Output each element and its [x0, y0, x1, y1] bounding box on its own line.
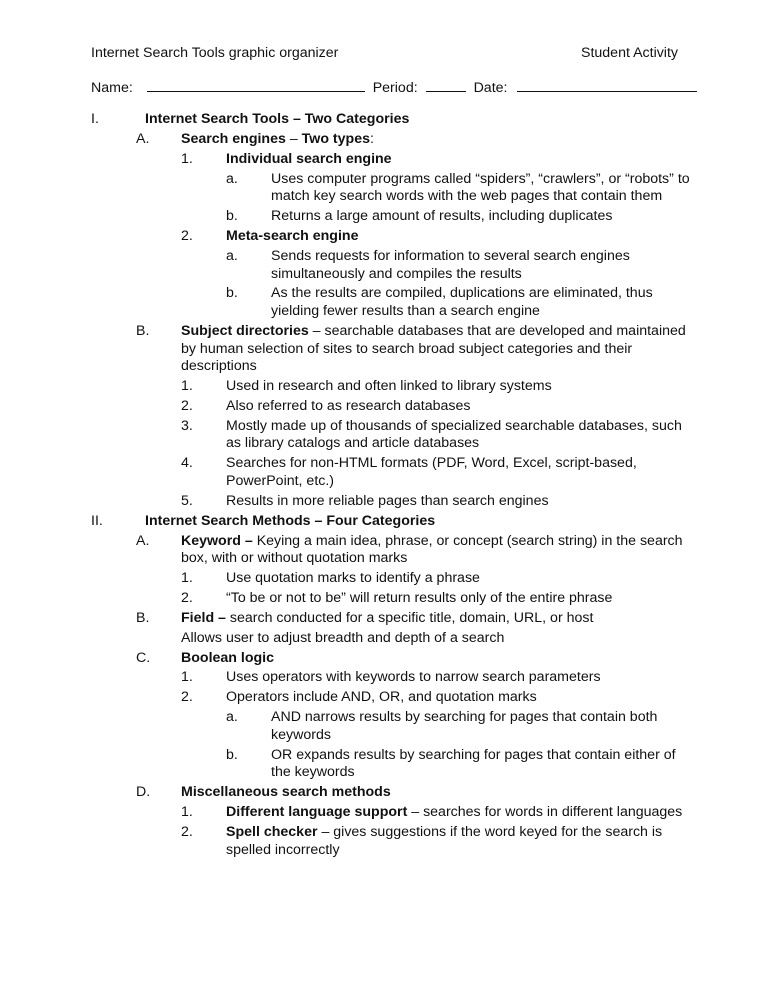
- outline-item: [91, 590, 691, 608]
- item-label: 2.: [181, 397, 193, 414]
- name-label: Name:: [91, 80, 133, 96]
- outline-item: [91, 570, 691, 588]
- outline-item: [91, 709, 691, 744]
- item-separator: –: [285, 130, 302, 147]
- section-heading: [91, 111, 691, 129]
- document-type: Student Activity: [581, 45, 678, 61]
- item-note: Allows user to adjust breadth and depth of a search: [181, 629, 505, 646]
- period-label: Period:: [372, 80, 418, 96]
- outline-item: [91, 650, 691, 668]
- outline-item: [91, 208, 691, 226]
- item-label: 2.: [181, 589, 193, 606]
- document-title: Internet Search Tools graphic organizer: [91, 45, 339, 61]
- item-label: C.: [136, 649, 151, 666]
- item-title-part: Two types: [301, 130, 370, 147]
- item-text: Used in research and often linked to library systems: [226, 377, 552, 394]
- item-label: 3.: [181, 417, 193, 434]
- item-label: 1.: [181, 669, 193, 686]
- item-title: Miscellaneous search methods: [181, 784, 391, 801]
- outline-item: [91, 151, 691, 169]
- item-label: B.: [136, 322, 150, 339]
- item-label: 4.: [181, 455, 193, 472]
- item-label: 2.: [181, 823, 193, 840]
- outline-item: [91, 669, 691, 687]
- item-text: Uses computer programs called “spiders”, “crawlers”, or “robots” to match key search words with the web pages that contain them: [271, 170, 690, 205]
- outline-item: [91, 533, 691, 568]
- item-label: D.: [136, 784, 151, 801]
- item-text: Mostly made up of thousands of specialized searchable databases, such as library catalogs and article databases: [226, 417, 682, 452]
- item-label: b.: [226, 208, 238, 225]
- date-field[interactable]: [517, 77, 697, 92]
- outline-item: [91, 323, 691, 376]
- student-info-line: [91, 77, 681, 95]
- item-text: Returns a large amount of results, including duplicates: [271, 208, 613, 225]
- section-number: II.: [91, 512, 103, 529]
- outline-item: [91, 493, 691, 511]
- section-title: Internet Search Methods – Four Categories: [145, 512, 436, 529]
- outline-item: [91, 784, 691, 802]
- item-text: Use quotation marks to identify a phrase: [226, 570, 480, 586]
- outline-item: [91, 285, 691, 320]
- item-text: OR expands results by searching for pages that contain either of the keywords: [271, 746, 676, 781]
- period-field[interactable]: [426, 77, 466, 92]
- item-title: Boolean logic: [181, 649, 275, 666]
- outline-item: [91, 804, 691, 822]
- outline-item: [91, 455, 691, 490]
- item-label: 1.: [181, 150, 193, 167]
- item-label: 1.: [181, 804, 193, 821]
- item-punctuation: :: [370, 130, 374, 147]
- item-label: A.: [136, 532, 150, 549]
- outline-item: [91, 398, 691, 416]
- outline: [91, 111, 691, 861]
- item-description: – gives suggestions if the word keyed for the search is spelled incorrectly: [226, 823, 663, 858]
- item-description: Keying a main idea, phrase, or concept (search string) in the search box, with or without quotation marks: [181, 532, 683, 567]
- item-text: Operators include AND, OR, and quotation marks: [226, 689, 537, 706]
- item-text: Searches for non-HTML formats (PDF, Word, Excel, script-based, PowerPoint, etc.): [226, 455, 637, 489]
- outline-item: [91, 689, 691, 707]
- item-label: 5.: [181, 492, 193, 509]
- outline-item: [91, 378, 691, 396]
- item-title: Field –: [181, 609, 226, 626]
- item-title: Individual search engine: [226, 150, 392, 167]
- outline-item: [91, 610, 691, 628]
- item-label: 1.: [181, 377, 193, 394]
- item-text: Also referred to as research databases: [226, 397, 471, 414]
- item-title: Meta-search engine: [226, 228, 359, 245]
- outline-item: [91, 228, 691, 246]
- item-label: a.: [226, 247, 238, 264]
- item-label: A.: [136, 130, 150, 147]
- item-label: 1.: [181, 570, 193, 586]
- item-text: Uses operators with keywords to narrow search parameters: [226, 669, 601, 686]
- item-label: 2.: [181, 228, 193, 245]
- item-label: 2.: [181, 689, 193, 706]
- outline-item: [91, 824, 691, 859]
- item-title: Search engines: [181, 130, 286, 147]
- outline-item: [91, 418, 691, 453]
- outline-item: [91, 248, 691, 283]
- outline-item: [91, 747, 691, 782]
- outline-item: [91, 171, 691, 206]
- item-text: AND narrows results by searching for pages that contain both keywords: [271, 709, 658, 743]
- item-title: Keyword –: [181, 532, 253, 549]
- item-label: b.: [226, 285, 238, 302]
- item-text: As the results are compiled, duplications are eliminated, thus yielding fewer results than a search engine: [271, 285, 653, 320]
- item-description: – searches for words in different languages: [407, 804, 683, 821]
- item-label: a.: [226, 170, 238, 187]
- item-text: Sends requests for information to several search engines simultaneously and compiles the results: [271, 247, 630, 282]
- outline-item: [91, 131, 691, 149]
- page-header: [91, 45, 678, 63]
- name-field[interactable]: [147, 77, 365, 92]
- date-label: Date:: [473, 80, 508, 96]
- item-text: “To be or not to be” will return results only of the entire phrase: [226, 589, 613, 606]
- item-label: a.: [226, 709, 238, 726]
- item-title: Different language support: [226, 804, 408, 821]
- item-description: search conducted for a specific title, domain, URL, or host: [225, 609, 594, 626]
- section-number: I.: [91, 111, 99, 127]
- item-description: – searchable databases that are developed and maintained by human selection of sites to search broad subject categories and their descriptions: [181, 322, 686, 375]
- item-text: Results in more reliable pages than search engines: [226, 492, 549, 509]
- item-label: b.: [226, 746, 238, 763]
- item-title: Spell checker: [226, 823, 318, 840]
- section-title: Internet Search Tools – Two Categories: [145, 111, 410, 127]
- item-label: B.: [136, 609, 150, 626]
- item-title: Subject directories: [181, 322, 309, 339]
- section-heading: [91, 513, 691, 531]
